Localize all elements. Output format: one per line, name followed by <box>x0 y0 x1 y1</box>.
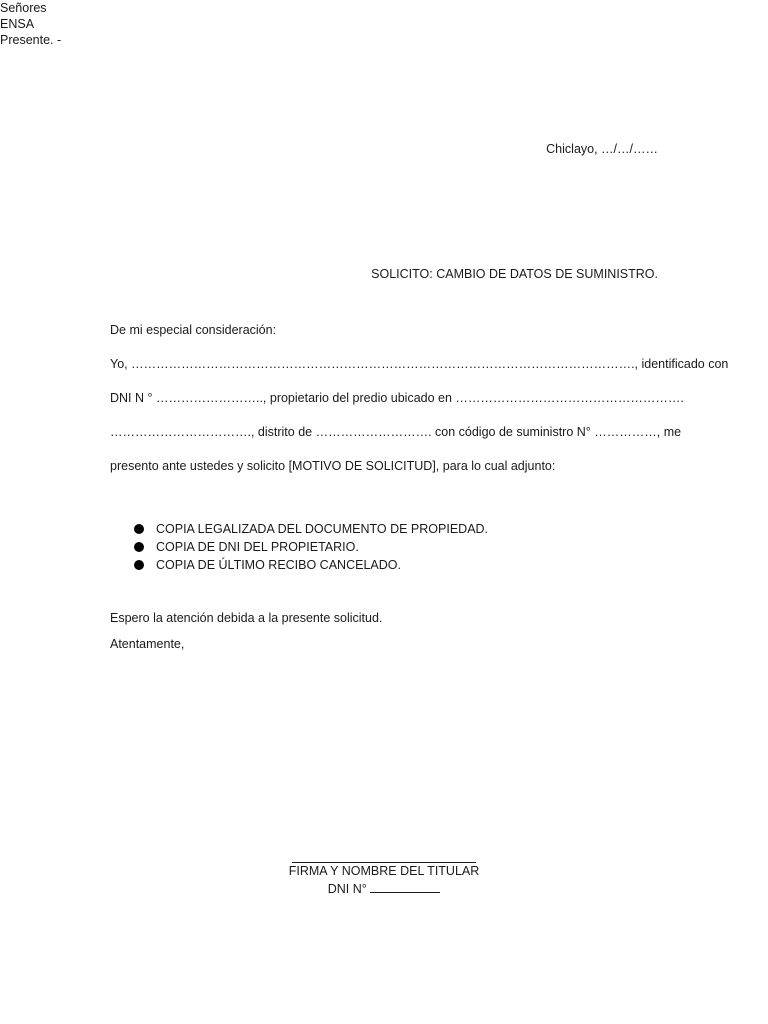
body-line: presento ante ustedes y solicito [MOTIVO DE SOLICITUD], para lo cual adjunto: <box>110 459 556 473</box>
dni-label: DNI N° <box>327 882 367 896</box>
closing-text: Espero la atención debida a la presente solicitud. <box>110 611 383 625</box>
dni-blank-line <box>370 880 440 893</box>
attachment-item <box>134 556 488 574</box>
attachment-item <box>134 520 488 538</box>
recipient-block <box>0 0 768 48</box>
dni-row <box>284 880 484 898</box>
attachment-label: COPIA LEGALIZADA DEL DOCUMENTO DE PROPIEDAD. <box>156 522 489 536</box>
bullet-icon <box>134 560 144 570</box>
bullet-icon <box>134 524 144 534</box>
signature-line <box>292 850 476 863</box>
body-line: ……………………………., distrito de ………………………. con código de suministro N° ……………, me <box>110 425 682 439</box>
attachment-list <box>134 520 488 574</box>
date-line: Chiclayo, …/…/…… <box>546 142 658 156</box>
body-line: DNI N ° …………………….., propietario del predio ubicado en ………………………………………………. <box>110 391 684 405</box>
signature-block <box>284 850 484 898</box>
sign-off: Atentamente, <box>110 637 185 651</box>
recipient-line: Señores <box>0 1 47 15</box>
bullet-icon <box>134 542 144 552</box>
greeting: De mi especial consideración: <box>110 323 277 337</box>
body-line: Yo, …………………………………………………………………………………………………………., identificado con <box>110 357 729 371</box>
recipient-line: Presente. - <box>0 33 62 47</box>
attachment-label: COPIA DE ÚLTIMO RECIBO CANCELADO. <box>156 558 401 572</box>
signature-label: FIRMA Y NOMBRE DEL TITULAR <box>288 864 480 878</box>
recipient-line: ENSA <box>0 17 35 31</box>
attachment-label: COPIA DE DNI DEL PROPIETARIO. <box>156 540 359 554</box>
attachment-item <box>134 538 488 556</box>
subject-line: SOLICITO: CAMBIO DE DATOS DE SUMINISTRO. <box>371 267 658 281</box>
